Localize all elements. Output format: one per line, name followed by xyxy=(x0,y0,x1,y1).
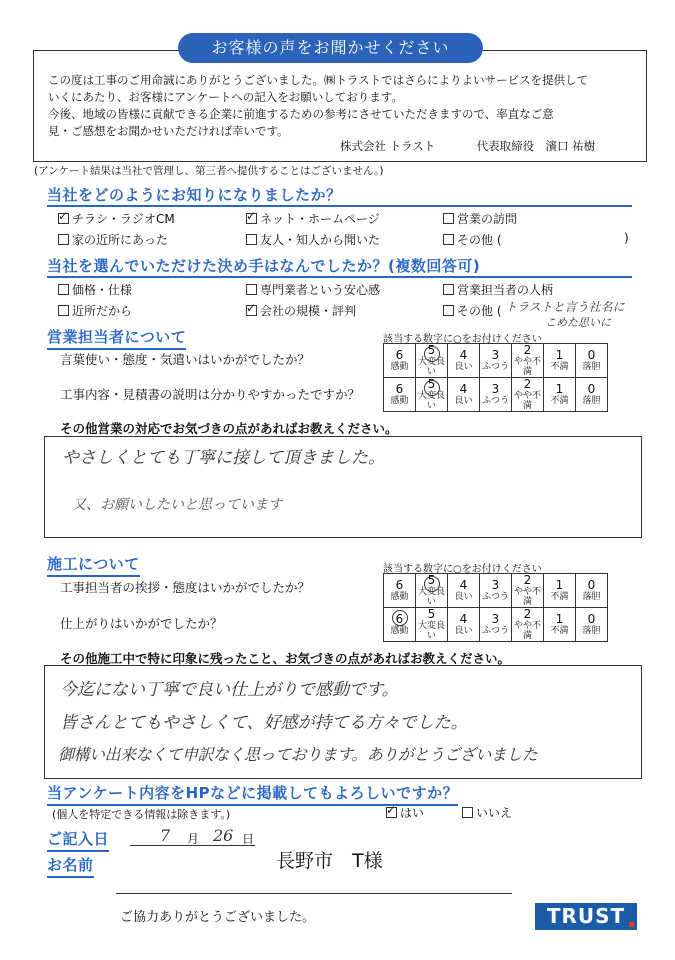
rating-cell-4[interactable]: 4 良い xyxy=(448,344,480,378)
checkbox-icon[interactable] xyxy=(246,234,257,245)
construction-comment-line: 今迄にない丁寧で良い仕上がりで感動です。 xyxy=(60,680,399,700)
rating-cell-1[interactable]: 1 不満 xyxy=(544,574,576,608)
rating-cell-5-circled[interactable]: 5 大変良い xyxy=(416,344,448,378)
q2-title: 当社を選んでいただけた決め手はなんでしたか？(複数回答可) xyxy=(47,257,481,275)
name-value[interactable]: 長野市 T様 xyxy=(276,850,383,872)
sales-comment-prompt: その他営業の対応でお気づきの点があればお教えください。 xyxy=(60,421,398,436)
signature xyxy=(340,138,595,154)
rating-cell-0[interactable]: 0 落胆 xyxy=(576,608,608,642)
rating-row-a xyxy=(384,344,608,378)
rating-cell-3[interactable]: 3 ふつう xyxy=(480,608,512,642)
q1-title: 当社をどのようにお知りになりましたか？ xyxy=(47,186,342,204)
checkbox-checked-icon[interactable] xyxy=(58,213,69,224)
publish-yes-option[interactable]: ✓ はい xyxy=(386,804,424,821)
company-name: 株式会社 トラスト xyxy=(340,139,436,153)
name-label: お名前 xyxy=(47,854,94,878)
publish-title: 当アンケート内容をHPなどに掲載してもよろしいですか？ xyxy=(47,782,458,806)
q2-option[interactable]: 専門業者という安心感 xyxy=(246,281,380,298)
intro-line: いくにあたり、お客様にアンケートへの記入をお願いしております。 xyxy=(48,90,403,104)
q1-underline xyxy=(47,205,632,207)
checkbox-icon[interactable] xyxy=(443,305,454,316)
q2-option[interactable]: ✓ 会社の規模・評判 xyxy=(246,302,356,319)
q1-close-paren: ) xyxy=(624,231,629,245)
intro-line: この度は工事のご用命誠にありがとうございました。㈱トラストではさらによりよいサービスを提供して xyxy=(48,73,589,87)
construction-rating-table xyxy=(383,573,608,642)
sales-question-b: 工事内容・見積書の説明は分かりやすかったですか？ xyxy=(60,387,361,402)
date-day[interactable]: 26 xyxy=(213,826,234,845)
q1-option[interactable]: ✓ ネット・ホームページ xyxy=(246,210,380,227)
rating-cell-2[interactable]: 2 やや不満 xyxy=(512,344,544,378)
rating-cell-4[interactable]: 4 良い xyxy=(448,378,480,412)
q1-option[interactable]: 家の近所にあった xyxy=(58,231,168,248)
sales-comment-line: 又、お願いしたいと思っています xyxy=(72,497,282,513)
rating-cell-5[interactable]: 5 大変良い xyxy=(416,608,448,642)
q1-option[interactable]: ✓チラシ・ラジオCM xyxy=(58,210,175,227)
sales-title: 営業担当者について xyxy=(47,326,186,350)
q2-other-handwritten: トラストと言う社名に xyxy=(505,300,625,314)
q2-option[interactable]: 近所だから xyxy=(58,302,132,319)
construction-question-a: 工事担当者の挨拶・態度はいかがでしたか？ xyxy=(60,580,311,595)
construction-comment-prompt: その他施工中で特に印象に残ったこと、お気づきの点があればお教えください。 xyxy=(60,651,511,666)
checkbox-icon[interactable] xyxy=(58,305,69,316)
date-label: ご記入日 xyxy=(47,828,109,852)
construction-comment-line: 御構い出来なくて申訳なく思っております。ありがとうございました xyxy=(58,745,538,764)
q1-option[interactable]: 友人・知人から聞いた xyxy=(246,231,380,248)
date-month[interactable]: 7 xyxy=(160,826,171,845)
rating-cell-6[interactable]: 6 感動 xyxy=(384,574,416,608)
rating-row-b xyxy=(384,378,608,412)
rating-cell-1[interactable]: 1 不満 xyxy=(544,378,576,412)
checkbox-icon[interactable] xyxy=(58,284,69,295)
privacy-note: (アンケート結果は当社で管理し、第三者へ提供することはございません。) xyxy=(34,165,384,177)
checkbox-icon[interactable] xyxy=(246,284,257,295)
checkbox-icon[interactable] xyxy=(58,234,69,245)
checkbox-icon[interactable] xyxy=(443,213,454,224)
construction-question-b: 仕上がりはいかがでしたか？ xyxy=(60,616,223,631)
sales-comment-line: やさしくとても丁寧に接して頂きました。 xyxy=(62,448,385,468)
rating-row-a xyxy=(384,574,608,608)
rating-cell-5-circled[interactable]: 5 大変良い xyxy=(416,574,448,608)
logo-red-square-icon xyxy=(629,922,634,927)
rating-cell-4[interactable]: 4 良い xyxy=(448,574,480,608)
rating-cell-6-circled[interactable]: 6 感動 xyxy=(384,608,416,642)
q1-option[interactable]: その他 ( xyxy=(443,231,502,248)
sales-question-a: 言葉使い・態度・気遣いはいかがでしたか？ xyxy=(60,352,311,367)
rating-cell-2[interactable]: 2 やや不満 xyxy=(512,574,544,608)
rating-cell-0[interactable]: 0 落胆 xyxy=(576,378,608,412)
rating-cell-2[interactable]: 2 やや不満 xyxy=(512,378,544,412)
logo-text: TRUST xyxy=(546,904,626,928)
rating-cell-4[interactable]: 4 良い xyxy=(448,608,480,642)
date-day-unit: 日 xyxy=(242,832,255,846)
publish-note: (個人を特定できる情報は除きます。) xyxy=(52,808,231,821)
trust-logo xyxy=(535,903,637,930)
construction-comment-line: 皆さんとてもやさしくて、好感が持てる方々でした。 xyxy=(60,713,468,733)
checkbox-checked-icon[interactable] xyxy=(386,807,397,818)
rating-cell-5-circled[interactable]: 5 大変良い xyxy=(416,378,448,412)
rating-row-b xyxy=(384,608,608,642)
rating-cell-6[interactable]: 6 感動 xyxy=(384,378,416,412)
name-line xyxy=(116,893,512,894)
checkbox-icon[interactable] xyxy=(443,234,454,245)
rating-cell-3[interactable]: 3 ふつう xyxy=(480,344,512,378)
rating-cell-3[interactable]: 3 ふつう xyxy=(480,574,512,608)
publish-no-option[interactable]: いいえ xyxy=(462,804,512,821)
q2-option[interactable]: 価格・仕様 xyxy=(58,281,132,298)
rating-caption: 該当する数字に○をお付けください xyxy=(383,564,542,575)
rating-cell-6[interactable]: 6 感動 xyxy=(384,344,416,378)
date-month-unit: 月 xyxy=(187,832,200,846)
checkbox-checked-icon[interactable] xyxy=(246,305,257,316)
rating-cell-2[interactable]: 2 やや不満 xyxy=(512,608,544,642)
intro-text xyxy=(48,72,638,140)
q2-option[interactable]: 営業担当者の人柄 xyxy=(443,281,553,298)
construction-title: 施工について xyxy=(47,553,140,577)
thanks-text: ご協力ありがとうございました。 xyxy=(120,910,316,925)
q2-option[interactable]: その他 ( xyxy=(443,302,502,319)
rating-cell-0[interactable]: 0 落胆 xyxy=(576,574,608,608)
q2-other-handwritten: こめた思いに xyxy=(545,316,611,329)
representative: 代表取締役 濱口 祐樹 xyxy=(476,139,596,153)
rating-cell-1[interactable]: 1 不満 xyxy=(544,344,576,378)
q2-underline xyxy=(47,276,632,278)
rating-cell-0[interactable]: 0 落胆 xyxy=(576,344,608,378)
checkbox-checked-icon[interactable] xyxy=(246,213,257,224)
sales-rating-table xyxy=(383,343,608,412)
intro-line: 見・ご感想をお聞かせいただければ幸いです。 xyxy=(48,124,289,138)
q1-option[interactable]: 営業の訪問 xyxy=(443,210,517,227)
survey-title: お客様の声をお聞かせください xyxy=(178,33,483,63)
rating-caption: 該当する数字に○をお付けください xyxy=(383,334,542,345)
rating-cell-3[interactable]: 3 ふつう xyxy=(480,378,512,412)
checkbox-icon[interactable] xyxy=(443,284,454,295)
intro-line: 今後、地域の皆様に貢献できる企業に前進するための参考にさせていただきますので、率直なご意 xyxy=(48,107,554,121)
checkbox-icon[interactable] xyxy=(462,807,473,818)
rating-cell-1[interactable]: 1 不満 xyxy=(544,608,576,642)
